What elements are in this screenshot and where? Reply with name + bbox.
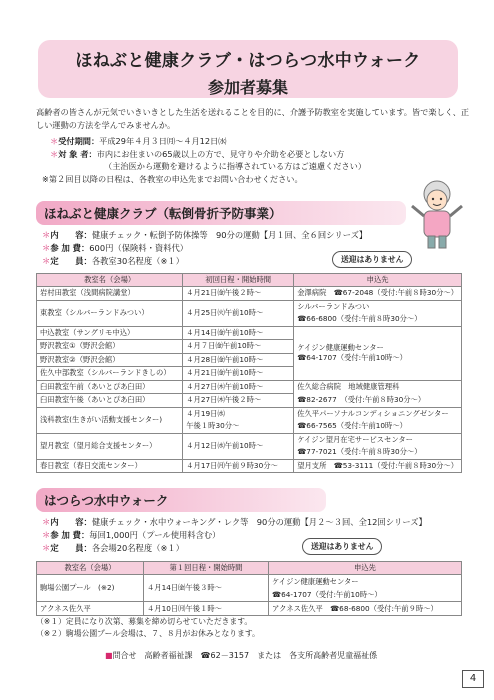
section-heading-water-walk: はつらつ水中ウォーク	[36, 488, 326, 512]
cell-class: アクネス佐久平	[37, 602, 144, 616]
table-row	[37, 380, 462, 394]
target-label: 対 象 者：	[58, 148, 97, 159]
cell-class: 岩村田教室（浅間病院講堂）	[37, 287, 183, 301]
cell-contact: 佐久総合病院 地域健康管理科	[294, 380, 462, 394]
cell-class: 東教室（シルバーランドみつい）	[37, 300, 183, 326]
s2-content-label: 内 容：	[50, 517, 92, 527]
table-row	[37, 326, 462, 340]
section2-info: ＊内 容：健康チェック・水中ウォーキング・レク等 90分の運動【月２～３回、全12回シリーズ】 ＊参 加 費：毎回1,000円（プール使用料含む） ＊定 員：各会場20名程度（※１）	[42, 517, 427, 553]
period-value: 平成29年４月３日㈪～４月12日㈬	[99, 136, 227, 146]
contact-info	[105, 650, 377, 661]
cell-date: ４月19日㈬	[183, 407, 294, 420]
no-transport-badge-2: 送迎はありません	[302, 538, 382, 555]
cell-contact: 望月支所 ☎53-3111（受付:午前８時30分～）	[294, 459, 462, 473]
cell-date: ４月27日㈭午後２時～	[183, 394, 294, 408]
table-row	[37, 407, 462, 420]
square-bullet-icon: ■	[105, 651, 113, 660]
footnote-2: （※２）駒場公園プール会場は、７、８月がお休みとなります。	[36, 629, 260, 638]
footnote-1: （※１）定員になり次第、募集を締め切らせていただきます。	[36, 617, 253, 626]
table-header: 申込先	[294, 274, 462, 287]
contact-phone: ☎64-1707（受付:午前10時～）	[297, 353, 407, 362]
cell-contact-phone: ☎66-6800（受付:午前８時30分～）	[294, 313, 462, 326]
table-header: 初回日程・開始時間	[183, 274, 294, 287]
cell-date: ４月17日㈪午前９時30分～	[183, 459, 294, 473]
mascot-illustration	[408, 178, 466, 250]
cell-contact-phone: ☎77-7021（受付:午前８時30分～）	[294, 446, 462, 459]
s1-fee-label: 参 加 費：	[50, 243, 90, 253]
s1-capacity-label: 定 員：	[50, 256, 92, 266]
table-row	[37, 300, 462, 313]
section-heading-honebuto: ほねぶと健康クラブ（転倒骨折予防事業）	[36, 201, 406, 225]
cell-date: ４月27日㈭午前10時～	[183, 380, 294, 394]
table-row	[37, 287, 462, 301]
cell-date: ４月10日㈪午後１時～	[144, 602, 269, 616]
cell-contact: ケイジン健康運動センター	[269, 575, 462, 589]
table-row	[37, 433, 462, 446]
target-value: 市内にお住まいの65歳以上の方で、見守りや介助を必要としない方	[96, 148, 345, 159]
cell-class: 春日教室（春日交流センター）	[37, 459, 183, 473]
contact-text: 問合せ 高齢者福祉課 ☎62－3157 または 各支所高齢者児童福祉係	[112, 651, 378, 660]
title-banner	[38, 40, 458, 98]
cell-class: 駒場公園プール (※2)	[37, 575, 144, 602]
cell-class: 野沢教室②（野沢会館）	[37, 353, 183, 367]
section1-info: ＊内 容：健康チェック・転倒予防体操等 90分の運動【月１回、全６回シリーズ】 ＊参 加 費：600円（保険料・資料代） ＊定 員：各教室30名程度（※１）	[42, 230, 368, 266]
s2-capacity-label: 定 員：	[50, 543, 92, 553]
cell-class: 臼田教室午後（あいとぴあ臼田）	[37, 394, 183, 408]
table-row	[37, 602, 462, 616]
water-walk-schedule-table	[36, 561, 462, 616]
table-row	[37, 394, 462, 408]
s1-content: 健康チェック・転倒予防体操等 90分の運動【月１回、全６回シリーズ】	[91, 230, 368, 240]
cell-contact: アクネス佐久平 ☎68-6800（受付:午前９時～）	[269, 602, 462, 616]
cell-class: 野沢教室①（野沢会館）	[37, 340, 183, 354]
cell-date: ４月25日㈫午前10時～	[183, 300, 294, 326]
cell-contact-phone: ☎66-7565（受付:午前10時～）	[294, 420, 462, 433]
no-transport-badge-1: 送迎はありません	[332, 251, 412, 268]
cell-contact: シルバーランドみつい	[294, 300, 462, 313]
table-header: 申込先	[269, 562, 462, 575]
cell-class: 浅科教室(生きがい活動支援センター)	[37, 407, 183, 433]
cell-contact: ケイジン望月在宅サービスセンター	[294, 433, 462, 446]
table-header: 第１回日程・開始時間	[144, 562, 269, 575]
s1-fee: 600円（保険料・資料代）	[89, 243, 189, 253]
contact-name: ケイジン健康運動センター	[297, 343, 384, 352]
cell-contact-phone: ☎64-1707（受付:午前10時～）	[269, 588, 462, 602]
intro-text: 高齢者の皆さんが元気でいきいきとした生活を送れることを目的に、介護予防教室を実施しています。皆で楽しく、正しい運動の方法を学んでみませんか。	[36, 107, 470, 130]
cell-date: ４月14日㈮午前10時～	[183, 326, 294, 340]
cell-date: ４月14日㈮午後３時～	[144, 575, 269, 602]
cell-contact: 佐久平パーソナルコンディショニングゼンター	[294, 407, 462, 420]
cell-contact-keijin	[294, 326, 462, 380]
s1-content-label: 内 容：	[50, 230, 92, 240]
cell-date: ４月７日㈮午前10時～	[183, 340, 294, 354]
table-header: 教室名（会場）	[37, 274, 183, 287]
cell-class: 佐久中部教室（シルバーランドきしの）	[37, 367, 183, 381]
cell-contact: 金澤病院 ☎67-2048（受付:午前８時30分～）	[294, 287, 462, 301]
period-label: 受付期間：	[58, 136, 100, 146]
target-note: （主治医から運動を避けるように指導されている方はご遠慮ください）	[104, 161, 367, 171]
table-row	[37, 575, 462, 589]
schedule-note: ※第２回目以降の日程は、各教室の申込先までお問い合わせください。	[42, 173, 303, 184]
cell-date: ４月28日㈮午前10時～	[183, 353, 294, 367]
honebuto-schedule-table	[36, 273, 462, 473]
cell-date: ４月21日㈮午前10時～	[183, 367, 294, 381]
title-line2: 参加者募集	[207, 78, 288, 97]
s2-capacity: 各会場20名程度（※１）	[91, 543, 184, 553]
cell-contact-phone: ☎82-2677 （受付:午前８時30分～）	[294, 394, 462, 408]
s2-fee: 毎回1,000円（プール使用料含む）	[89, 530, 221, 540]
cell-class: 中込教室（サングリモ中込）	[37, 326, 183, 340]
cell-class: 臼田教室午前（あいとぴあ臼田）	[37, 380, 183, 394]
table-header: 教室名（会場）	[37, 562, 144, 575]
s2-content: 健康チェック・水中ウォーキング・レク等 90分の運動【月２～３回、全12回シリーズ】	[91, 517, 427, 527]
cell-date: ４月12日㈬午前10時～	[183, 433, 294, 459]
application-details: ＊受付期間：平成29年４月３日㈪～４月12日㈬ ＊対 象 者：市内にお住まいの65歳以上の方で、見守りや介助を必要としない方 （主治医から運動を避けるように指導されている方はご遠慮ください） ※第２回目以降の日程は、各教室の申込先までお問い合わせください。	[50, 135, 480, 185]
cell-class: 望月教室（望月総合支援センター）	[37, 433, 183, 459]
s2-fee-label: 参 加 費：	[50, 530, 90, 540]
table-row	[37, 459, 462, 473]
cell-time: 午後１時30分～	[183, 420, 294, 433]
title-line1: ほねぶと健康クラブ・はつらつ水中ウォーク	[75, 51, 421, 71]
footnotes	[36, 616, 260, 640]
s1-capacity: 各教室30名程度（※１）	[91, 256, 184, 266]
page-number: 4	[462, 670, 484, 688]
cell-date: ４月21日㈮午後２時～	[183, 287, 294, 301]
